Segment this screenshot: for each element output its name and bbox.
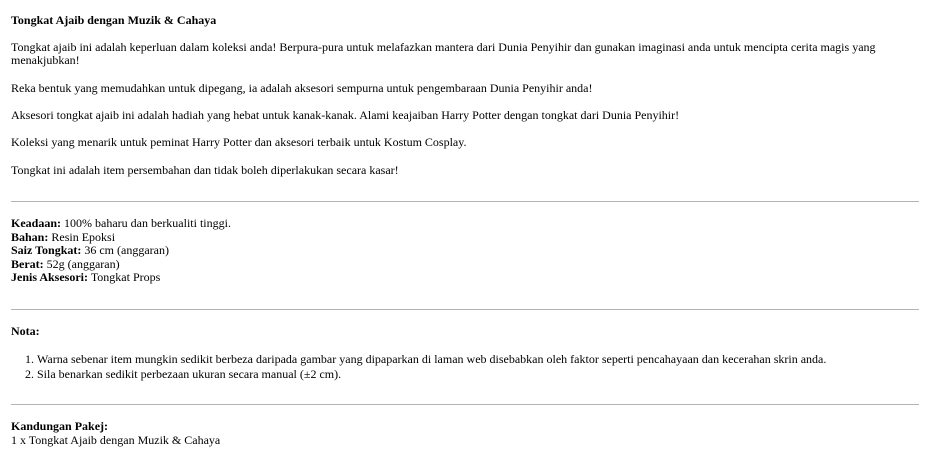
notes-list	[11, 353, 826, 382]
spec-accessory-type	[11, 271, 231, 285]
spec-key: Keadaan:	[11, 216, 62, 230]
spec-material	[11, 231, 231, 245]
spec-key: Jenis Aksesori:	[11, 270, 89, 284]
specifications-list	[11, 217, 231, 285]
description-paragraph-3: Aksesori tongkat ajaib ini adalah hadiah yang hebat untuk kanak-kanak. Alami keajaiban Harry Potter dengan tongkat dari Dunia Penyihir!	[11, 108, 680, 122]
description-paragraph-5: Tongkat ini adalah item persembahan dan tidak boleh diperlakukan secara kasar!	[11, 163, 399, 177]
spec-key: Saiz Tongkat:	[11, 243, 82, 257]
spec-key: Bahan:	[11, 229, 49, 244]
product-title: Tongkat Ajaib dengan Muzik & Cahaya	[11, 13, 217, 27]
note-item: 2. Sila benarkan sedikit perbezaan ukuran secara manual (±2 cm).	[37, 368, 826, 383]
description-paragraph-1: Tongkat ajaib ini adalah keperluan dalam koleksi anda! Berpura-pura untuk melafazkan mantera dari Dunia Penyihir dan gunakan imaginasi anda untuk mencipta cerita magis yang menakjubkan!	[11, 40, 876, 67]
note-item: 1. Warna sebenar item mungkin sedikit berbeza daripada gambar yang dipaparkan di laman web disebabkan oleh faktor seperti pencahayaan dan kecerahan skrin anda.	[37, 353, 826, 368]
spec-value: Tongkat Props	[90, 270, 161, 284]
description-paragraph-4: Koleksi yang menarik untuk peminat Harry Potter dan aksesori terbaik untuk Kostum Cosplay.	[11, 135, 467, 149]
section-divider	[11, 201, 919, 202]
description-paragraph-2: Reka bentuk yang memudahkan untuk dipegang, ia adalah aksesori sempurna untuk pengembaraan Dunia Penyihir anda!	[11, 81, 593, 95]
spec-condition	[11, 217, 231, 231]
section-divider	[11, 404, 919, 405]
spec-key: Berat:	[11, 256, 44, 271]
spec-value: 52g (anggaran)	[46, 256, 120, 271]
notes-heading: Nota:	[11, 324, 40, 338]
spec-wand-size	[11, 244, 231, 258]
spec-value: Resin Epoksi	[51, 229, 116, 244]
spec-weight	[11, 258, 231, 272]
spec-value: 36 cm (anggaran)	[84, 243, 169, 257]
section-divider	[11, 309, 919, 310]
spec-value: 100% baharu dan berkualiti tinggi.	[64, 216, 231, 230]
package-contents-item: 1 x Tongkat Ajaib dengan Muzik & Cahaya	[11, 433, 221, 447]
package-contents-heading: Kandungan Pakej:	[11, 419, 109, 433]
